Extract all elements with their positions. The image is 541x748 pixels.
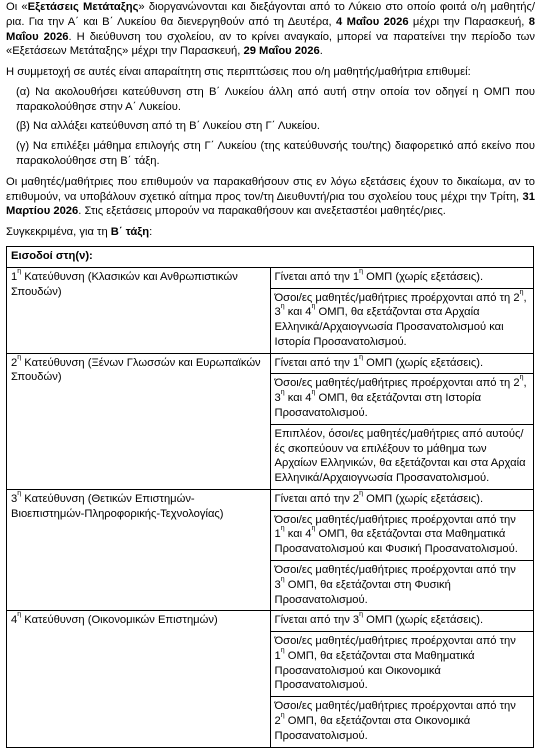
direction-cell: $4^\eta$ Κατεύθυνση (Οικονομικών Επιστημών): [7, 611, 271, 747]
ordinal-suffix: η: [359, 611, 364, 619]
rule-cell: Γίνεται από την $1^\eta$ ΟΜΠ (χωρίς εξετάσεις).: [270, 267, 534, 288]
ordinal-suffix: η: [17, 353, 22, 361]
intro-text-5: .: [319, 45, 323, 58]
intro-text-2: » διοργανώνονται και διεξάγονται από το Λύκειο στο οποίο φοιτά ο/η μαθητής/ρια. Για την Α΄ και Β΄ Λυκείου θα διενεργηθούν από τη Δευτέρα,: [6, 1, 535, 28]
direction-cell: $1^\eta$ Κατεύθυνση (Κλασικών και Ανθρωπιστικών Σπουδών): [7, 267, 271, 353]
exam-name: Εξετάσεις Μετάταξης: [27, 1, 139, 13]
document-page: [6, 0, 535, 748]
ordinal-suffix: η: [311, 389, 316, 397]
rule-cell: Όσοι/ες μαθητές/μαθήτριες προέρχονται από τη $2^\eta$, $3^\eta$ και $4^\eta$ ΟΜΠ, θα εξετάζονται στα Αρχαία Ελληνικά/Αρχαιογνωσία Προσανατολισμού και Ιστορία Προσανατολισμού.: [270, 288, 534, 353]
ordinal-suffix: η: [280, 575, 285, 583]
ordinal-suffix: η: [280, 389, 285, 397]
ordinal-suffix: η: [519, 288, 524, 296]
ordinal-suffix: η: [280, 303, 285, 311]
table-row: [7, 489, 534, 510]
ordinal-suffix: η: [519, 374, 524, 382]
table-row: [7, 611, 534, 632]
case-c: (γ) Να επιλέξει μάθημα επιλογής στη Γ΄ Λυκείου (της κατεύθυνσής του/της) διαφορετικό από εκείνο που παρακολούθησε στη Β΄ τάξη.: [16, 140, 535, 168]
ordinal-suffix: η: [280, 712, 285, 720]
application-paragraph: [6, 175, 535, 219]
ordinal-suffix: η: [17, 489, 22, 497]
class-label: Β΄ τάξη: [110, 226, 150, 239]
table-body: [7, 267, 534, 747]
table-header: Εισοδοί στη(ν):: [7, 246, 534, 267]
table-header-row: [7, 246, 534, 267]
rule-cell: Όσοι/ες μαθητές/μαθήτριες προέρχονται από την $1^\eta$ ΟΜΠ, θα εξετάζονται στα Μαθηματικά Προσανατολισμού και Οικονομικά Προσανατολισμού.: [270, 632, 534, 697]
table-row: [7, 353, 534, 374]
ordinal-suffix: η: [311, 525, 316, 533]
rule-cell: Γίνεται από την $3^\eta$ ΟΜΠ (χωρίς εξετάσεις).: [270, 611, 534, 632]
ordinal-suffix: η: [17, 267, 22, 275]
rule-cell: Γίνεται από την $2^\eta$ ΟΜΠ (χωρίς εξετάσεις).: [270, 489, 534, 510]
participation-paragraph: Η συμμετοχή σε αυτές είναι απαραίτητη στις περιπτώσεις που ο/η μαθητής/μαθήτρια επιθυμεί:: [6, 66, 471, 79]
rule-cell: Όσοι/ες μαθητές/μαθήτριες προέρχονται από την $1^\eta$ και $4^\eta$ ΟΜΠ, θα εξετάζονται στα Μαθηματικά Προσανατολισμού και Φυσική Προσανατολισμού.: [270, 510, 534, 560]
date-end: 8 Μαΐου 2026: [6, 15, 535, 43]
ordinal-suffix: η: [359, 267, 364, 275]
rule-cell: Όσοι/ες μαθητές/μαθήτριες προέρχονται από την $2^\eta$ ΟΜΠ, θα εξετάζονται στα Οικονομικά Προσανατολισμού.: [270, 697, 534, 747]
direction-cell: $2^\eta$ Κατεύθυνση (Ξένων Γλωσσών και Ευρωπαϊκών Σπουδών): [7, 353, 271, 489]
ordinal-suffix: η: [311, 303, 316, 311]
intro-text-1: Οι «: [6, 1, 28, 13]
intro-text-4: . Η διεύθυνση του σχολείου, αν το κρίνει αναγκαίο, μπορεί να παρατείνει την περίοδο των «Εξετάσεων Μετάταξης» μέχρι την Παρασκευή,: [6, 30, 535, 58]
ordinal-suffix: η: [17, 611, 22, 619]
case-a: (α) Να ακολουθήσει κατεύθυνση στη Β΄ Λυκείου άλλη από αυτή στην οποία τον οδηγεί η ΟΜΠ που παρακολούθησε στην Α΄ Λυκείου.: [16, 85, 535, 113]
specifically-line: [6, 225, 535, 240]
ordinal-suffix: η: [280, 525, 285, 533]
specifically-text: Συγκεκριμένα, για τη: [6, 226, 111, 239]
rule-cell: Όσοι/ες μαθητές/μαθήτριες προέρχονται από την $3^\eta$ ΟΜΠ, θα εξετάζονται στη Φυσική Προσανατολισμού.: [270, 561, 534, 611]
date-extension: 29 Μαΐου 2026: [243, 45, 320, 58]
ordinal-suffix: η: [280, 646, 285, 654]
rule-cell: Επιπλέον, όσοι/ες μαθητές/μαθήτριες από αυτούς/ές σκοπεύουν να επιλέξουν το μάθημα των Αρχαίων Ελληνικών, θα εξετάζονται και στα Αρχαία Ελληνικά/Αρχαιογνωσία Προσανατολισμού.: [270, 424, 534, 489]
table-row: [7, 267, 534, 288]
rule-cell: Όσοι/ες μαθητές/μαθήτριες προέρχονται από τη $2^\eta$, $3^\eta$ και $4^\eta$ ΟΜΠ, θα εξετάζονται στη Ιστορία Προσανατολισμού.: [270, 374, 534, 424]
ordinal-suffix: η: [359, 353, 364, 361]
application-text-2: . Στις εξετάσεις μπορούν να παρακαθήσουν και ανεξεταστέοι μαθητές/ριες.: [78, 205, 446, 218]
application-text-1: Οι μαθητές/μαθήτριες που επιθυμούν να παρακαθήσουν στις εν λόγω εξετάσεις έχουν το δικαίωμα, αν το επιθυμούν, να υποβάλουν σχετικό αίτημα προς τον/τη Διευθυντή/ρια του σχολείου τους μέχρι την Τρίτη,: [6, 175, 535, 203]
direction-cell: $3^\eta$ Κατεύθυνση (Θετικών Επιστημών-Βιοεπιστημών-Πληροφορικής-Τεχνολογίας): [7, 489, 271, 610]
intro-text-3: μέχρι την Παρασκευή,: [408, 15, 529, 28]
intro-paragraph: [6, 0, 535, 59]
date-start: 4 Μαΐου 2026: [336, 15, 409, 28]
case-b: (β) Να αλλάξει κατεύθυνση από τη Β΄ Λυκείου στη Γ΄ Λυκείου.: [16, 120, 321, 133]
colon: :: [149, 226, 153, 239]
ordinal-suffix: η: [359, 489, 364, 497]
rule-cell: Γίνεται από την $1^\eta$ ΟΜΠ (χωρίς εξετάσεις).: [270, 353, 534, 374]
directions-table: [6, 246, 534, 748]
application-deadline: 31 Μαρτίου 2026: [6, 190, 535, 218]
